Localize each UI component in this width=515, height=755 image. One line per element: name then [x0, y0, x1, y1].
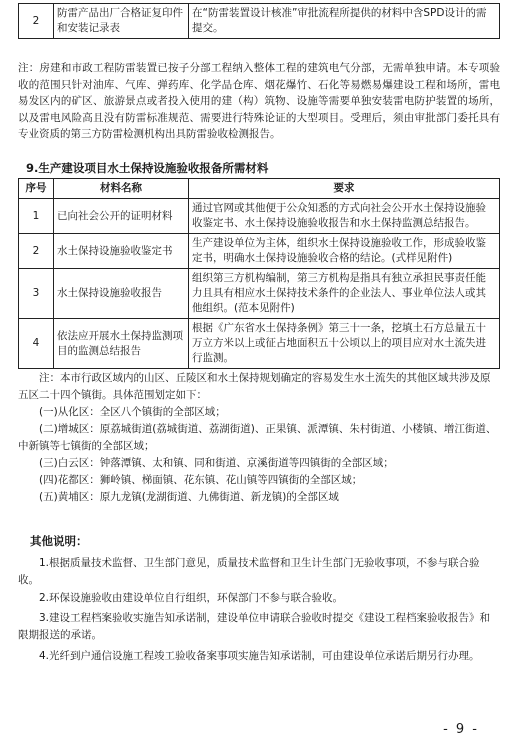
- row-number: 3: [19, 269, 54, 319]
- material-name: 防雷产品出厂合格证复印件和安装记录表: [54, 4, 189, 39]
- page-number: - 9 -: [443, 722, 479, 737]
- region-item: (三)白云区：钟落潭镇、太和镇、同和街道、京溪街道等四镇街的全部区域；: [39, 457, 394, 469]
- requirement: 生产建设单位为主体，组织水土保持设施验收工作，形成验收鉴定书，明确水土保持设施验收合格的结论。(式样见附件): [189, 234, 500, 269]
- table-top: [18, 3, 500, 39]
- row-number: 2: [19, 4, 54, 39]
- table-row: [19, 269, 500, 319]
- region-item: (二)增城区：原荔城街道(荔城街道、荔湖街道)、正果镇、派潭镇、朱村街道、小楼镇、增江街道、中新镇等七镇街的全部区域；: [18, 423, 497, 452]
- material-name: 已向社会公开的证明材料: [54, 199, 189, 234]
- table-row: [19, 4, 500, 39]
- requirement: 组织第三方机构编制，第三方机构是指具有独立承担民事责任能力且具有相应水土保持技术条件的企业法人、事业单位法人或其他组织。(范本见附件): [189, 269, 500, 319]
- table-section9: [18, 178, 500, 369]
- material-name: 水土保持设施验收报告: [54, 269, 189, 319]
- header-requirement: 要求: [189, 179, 500, 199]
- section-title: 9.生产建设项目水土保持设施验收报备所需材料: [26, 161, 269, 175]
- region-item: (五)黄埔区：原九龙镇(龙湖街道、九佛街道、新龙镇)的全部区域: [39, 491, 339, 503]
- row-number: 4: [19, 319, 54, 369]
- requirement: 在“防雷装置设计核准”审批流程所提供的材料中含SPD设计的需提交。: [189, 4, 500, 39]
- table-header-row: [19, 179, 500, 199]
- row-number: 2: [19, 234, 54, 269]
- table-row: [19, 234, 500, 269]
- material-name: 依法应开展水土保持监测项目的监测总结报告: [54, 319, 189, 369]
- region-item: (一)从化区：全区八个镇街的全部区域；: [39, 406, 226, 418]
- material-name: 水土保持设施验收鉴定书: [54, 234, 189, 269]
- table-row: [19, 199, 500, 234]
- other-note-item: 1.根据质量技术监督、卫生部门意见，质量技术监督和卫生计生部门无验收事项，不参与联合验收。: [18, 557, 480, 586]
- header-material: 材料名称: [54, 179, 189, 199]
- lightning-note: 注：房建和市政工程防雷装置已按子分部工程纳入整体工程的建筑电气分部，无需单独申请。本专项验收的范围只针对油库、气库、弹药库、化学品仓库、烟花爆竹、石化等易燃易爆建设工程和场所，雷电易发区内的矿区、旅游景点或者投入使用的建（构）筑物、设施等需要单独安装雷电防护装置的场所，以及雷电风险高且没有防雷标准规范、需要进行特殊论证的大型项目。受理后，须由审批部门委托具有专业资质的第三方防雷检测机构出具防雷验收检测报告。: [18, 62, 500, 140]
- requirement: 通过官网或其他便于公众知悉的方式向社会公开水土保持设施验收鉴定书、水土保持设施验收报告和水土保持监测总结报告。: [189, 199, 500, 234]
- row-number: 1: [19, 199, 54, 234]
- region-note-intro: 注：本市行政区域内的山区、丘陵区和水土保持规划确定的容易发生水土流失的其他区域共涉及原五区二十四个镇街。具体范围划定如下：: [18, 372, 491, 401]
- other-note-item: 3.建设工程档案验收实施告知承诺制，建设单位申请联合验收时提交《建设工程档案验收报告》和限期报送的承诺。: [18, 612, 491, 641]
- requirement: 根据《广东省水土保持条例》第三十一条，挖填土石方总量五十万立方米以上或征占地面积五十公顷以上的项目应对水土流失进行监测。: [189, 319, 500, 369]
- header-num: 序号: [19, 179, 54, 199]
- other-note-item: 4.光纤到户通信设施工程竣工验收备案事项实施告知承诺制，可由建设单位承诺后期另行办理。: [39, 650, 480, 662]
- table-row: [19, 319, 500, 369]
- other-note-item: 2.环保设施验收由建设单位自行组织，环保部门不参与联合验收。: [39, 592, 344, 604]
- region-item: (四)花都区：狮岭镇、梯面镇、花东镇、花山镇等四镇街的全部区域；: [39, 474, 363, 486]
- other-notes-title: 其他说明：: [30, 534, 88, 548]
